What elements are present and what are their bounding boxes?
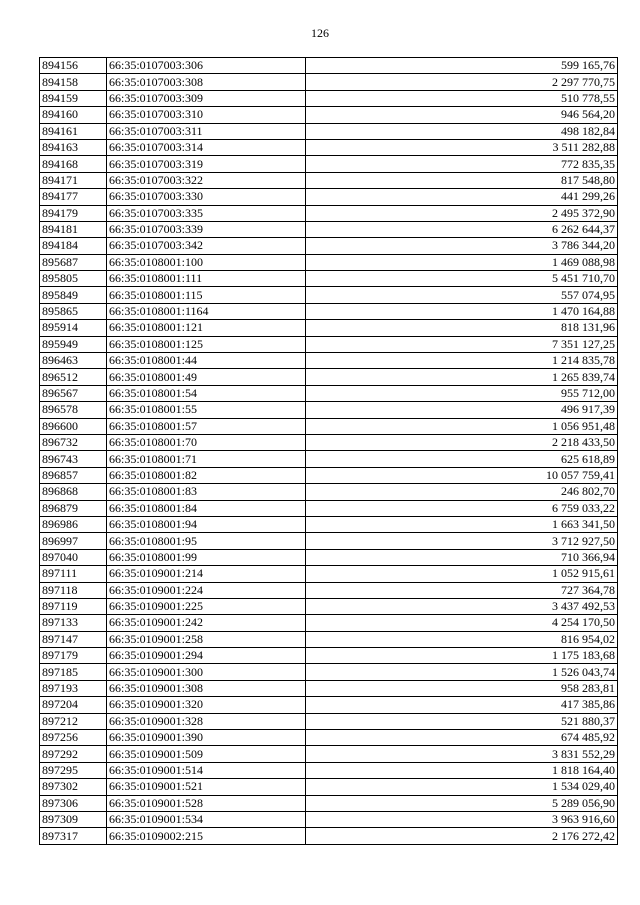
cadastral-number-cell: 66:35:0109001:509 xyxy=(107,746,306,762)
row-id-cell: 897309 xyxy=(40,811,107,827)
cadastral-number-cell: 66:35:0108001:115 xyxy=(107,287,306,303)
registry-table xyxy=(39,57,618,845)
cadastral-number-cell: 66:35:0107003:335 xyxy=(107,205,306,221)
table-row xyxy=(40,582,618,598)
table-row xyxy=(40,238,618,254)
row-id-cell: 894161 xyxy=(40,123,107,139)
cadastral-number-cell: 66:35:0107003:342 xyxy=(107,238,306,254)
row-id-cell: 897292 xyxy=(40,746,107,762)
value-cell: 3 712 927,50 xyxy=(306,533,618,549)
row-id-cell: 894159 xyxy=(40,90,107,106)
table-row xyxy=(40,123,618,139)
cadastral-number-cell: 66:35:0108001:95 xyxy=(107,533,306,549)
value-cell: 955 712,00 xyxy=(306,385,618,401)
cadastral-number-cell: 66:35:0109001:258 xyxy=(107,631,306,647)
table-row xyxy=(40,90,618,106)
table-row xyxy=(40,336,618,352)
cadastral-number-cell: 66:35:0109001:225 xyxy=(107,598,306,614)
row-id-cell: 894156 xyxy=(40,58,107,74)
cadastral-number-cell: 66:35:0107003:330 xyxy=(107,189,306,205)
row-id-cell: 897133 xyxy=(40,615,107,631)
table-row xyxy=(40,221,618,237)
cadastral-number-cell: 66:35:0109001:521 xyxy=(107,779,306,795)
row-id-cell: 897119 xyxy=(40,598,107,614)
row-id-cell: 895805 xyxy=(40,271,107,287)
value-cell: 818 131,96 xyxy=(306,320,618,336)
cadastral-number-cell: 66:35:0109002:215 xyxy=(107,828,306,844)
row-id-cell: 897179 xyxy=(40,648,107,664)
cadastral-number-cell: 66:35:0109001:390 xyxy=(107,730,306,746)
row-id-cell: 895849 xyxy=(40,287,107,303)
value-cell: 3 786 344,20 xyxy=(306,238,618,254)
value-cell: 6 759 033,22 xyxy=(306,500,618,516)
value-cell: 1 052 915,61 xyxy=(306,566,618,582)
cadastral-number-cell: 66:35:0109001:224 xyxy=(107,582,306,598)
table-row xyxy=(40,369,618,385)
row-id-cell: 897256 xyxy=(40,730,107,746)
cadastral-number-cell: 66:35:0109001:300 xyxy=(107,664,306,680)
value-cell: 2 218 433,50 xyxy=(306,434,618,450)
value-cell: 510 778,55 xyxy=(306,90,618,106)
row-id-cell: 895914 xyxy=(40,320,107,336)
cadastral-number-cell: 66:35:0107003:311 xyxy=(107,123,306,139)
value-cell: 772 835,35 xyxy=(306,156,618,172)
cadastral-number-cell: 66:35:0107003:314 xyxy=(107,139,306,155)
row-id-cell: 897147 xyxy=(40,631,107,647)
value-cell: 3 963 916,60 xyxy=(306,811,618,827)
cadastral-number-cell: 66:35:0109001:214 xyxy=(107,566,306,582)
row-id-cell: 894184 xyxy=(40,238,107,254)
table-row xyxy=(40,139,618,155)
cadastral-number-cell: 66:35:0108001:57 xyxy=(107,418,306,434)
table-row xyxy=(40,746,618,762)
table-row xyxy=(40,500,618,516)
cadastral-number-cell: 66:35:0109001:534 xyxy=(107,811,306,827)
row-id-cell: 896879 xyxy=(40,500,107,516)
table-row xyxy=(40,697,618,713)
cadastral-number-cell: 66:35:0108001:1164 xyxy=(107,303,306,319)
table-row xyxy=(40,648,618,664)
row-id-cell: 897040 xyxy=(40,549,107,565)
table-row xyxy=(40,549,618,565)
page-number: 126 xyxy=(311,26,329,40)
cadastral-number-cell: 66:35:0108001:54 xyxy=(107,385,306,401)
row-id-cell: 896997 xyxy=(40,533,107,549)
cadastral-number-cell: 66:35:0109001:514 xyxy=(107,762,306,778)
table-row xyxy=(40,74,618,90)
table-row xyxy=(40,271,618,287)
row-id-cell: 896743 xyxy=(40,451,107,467)
table-row xyxy=(40,451,618,467)
table-row xyxy=(40,107,618,123)
value-cell: 1 469 088,98 xyxy=(306,254,618,270)
value-cell: 441 299,26 xyxy=(306,189,618,205)
table-row xyxy=(40,287,618,303)
value-cell: 1 470 164,88 xyxy=(306,303,618,319)
value-cell: 521 880,37 xyxy=(306,713,618,729)
table-row xyxy=(40,353,618,369)
value-cell: 2 495 372,90 xyxy=(306,205,618,221)
cadastral-number-cell: 66:35:0109001:294 xyxy=(107,648,306,664)
cadastral-number-cell: 66:35:0107003:308 xyxy=(107,74,306,90)
row-id-cell: 897185 xyxy=(40,664,107,680)
row-id-cell: 894179 xyxy=(40,205,107,221)
value-cell: 3 511 282,88 xyxy=(306,139,618,155)
table-row xyxy=(40,598,618,614)
row-id-cell: 897306 xyxy=(40,795,107,811)
cadastral-number-cell: 66:35:0108001:71 xyxy=(107,451,306,467)
table-row xyxy=(40,385,618,401)
value-cell: 2 297 770,75 xyxy=(306,74,618,90)
value-cell: 946 564,20 xyxy=(306,107,618,123)
value-cell: 4 254 170,50 xyxy=(306,615,618,631)
row-id-cell: 896868 xyxy=(40,484,107,500)
row-id-cell: 894160 xyxy=(40,107,107,123)
value-cell: 496 917,39 xyxy=(306,402,618,418)
value-cell: 5 451 710,70 xyxy=(306,271,618,287)
table-row xyxy=(40,484,618,500)
table-row xyxy=(40,434,618,450)
value-cell: 7 351 127,25 xyxy=(306,336,618,352)
value-cell: 816 954,02 xyxy=(306,631,618,647)
cadastral-number-cell: 66:35:0107003:319 xyxy=(107,156,306,172)
cadastral-number-cell: 66:35:0108001:84 xyxy=(107,500,306,516)
table-row xyxy=(40,631,618,647)
cadastral-number-cell: 66:35:0108001:82 xyxy=(107,467,306,483)
row-id-cell: 896732 xyxy=(40,434,107,450)
cadastral-number-cell: 66:35:0108001:121 xyxy=(107,320,306,336)
table-row xyxy=(40,615,618,631)
table-row xyxy=(40,730,618,746)
value-cell: 1 214 835,78 xyxy=(306,353,618,369)
value-cell: 710 366,94 xyxy=(306,549,618,565)
value-cell: 1 663 341,50 xyxy=(306,516,618,532)
value-cell: 6 262 644,37 xyxy=(306,221,618,237)
row-id-cell: 897118 xyxy=(40,582,107,598)
table-row xyxy=(40,762,618,778)
value-cell: 958 283,81 xyxy=(306,680,618,696)
table-row xyxy=(40,418,618,434)
table-row xyxy=(40,516,618,532)
cadastral-number-cell: 66:35:0107003:310 xyxy=(107,107,306,123)
row-id-cell: 895865 xyxy=(40,303,107,319)
value-cell: 5 289 056,90 xyxy=(306,795,618,811)
row-id-cell: 896512 xyxy=(40,369,107,385)
cadastral-number-cell: 66:35:0108001:83 xyxy=(107,484,306,500)
table-row xyxy=(40,402,618,418)
cadastral-number-cell: 66:35:0108001:111 xyxy=(107,271,306,287)
row-id-cell: 896463 xyxy=(40,353,107,369)
table-row xyxy=(40,156,618,172)
row-id-cell: 896857 xyxy=(40,467,107,483)
cadastral-number-cell: 66:35:0107003:306 xyxy=(107,58,306,74)
value-cell: 599 165,76 xyxy=(306,58,618,74)
cadastral-number-cell: 66:35:0108001:99 xyxy=(107,549,306,565)
table-row xyxy=(40,713,618,729)
table-row xyxy=(40,779,618,795)
table-row xyxy=(40,566,618,582)
cadastral-number-cell: 66:35:0109001:308 xyxy=(107,680,306,696)
row-id-cell: 894171 xyxy=(40,172,107,188)
value-cell: 1 056 951,48 xyxy=(306,418,618,434)
row-id-cell: 895949 xyxy=(40,336,107,352)
registry-table-body xyxy=(40,58,618,845)
value-cell: 3 437 492,53 xyxy=(306,598,618,614)
row-id-cell: 894181 xyxy=(40,221,107,237)
cadastral-number-cell: 66:35:0109001:320 xyxy=(107,697,306,713)
cadastral-number-cell: 66:35:0107003:309 xyxy=(107,90,306,106)
row-id-cell: 896567 xyxy=(40,385,107,401)
cadastral-number-cell: 66:35:0108001:55 xyxy=(107,402,306,418)
value-cell: 3 831 552,29 xyxy=(306,746,618,762)
value-cell: 557 074,95 xyxy=(306,287,618,303)
row-id-cell: 896578 xyxy=(40,402,107,418)
row-id-cell: 897111 xyxy=(40,566,107,582)
value-cell: 246 802,70 xyxy=(306,484,618,500)
table-row xyxy=(40,58,618,74)
value-cell: 674 485,92 xyxy=(306,730,618,746)
value-cell: 625 618,89 xyxy=(306,451,618,467)
value-cell: 727 364,78 xyxy=(306,582,618,598)
table-row xyxy=(40,189,618,205)
row-id-cell: 897193 xyxy=(40,680,107,696)
row-id-cell: 896986 xyxy=(40,516,107,532)
row-id-cell: 894158 xyxy=(40,74,107,90)
row-id-cell: 894168 xyxy=(40,156,107,172)
row-id-cell: 897204 xyxy=(40,697,107,713)
cadastral-number-cell: 66:35:0109001:528 xyxy=(107,795,306,811)
value-cell: 10 057 759,41 xyxy=(306,467,618,483)
cadastral-number-cell: 66:35:0108001:94 xyxy=(107,516,306,532)
table-row xyxy=(40,205,618,221)
cadastral-number-cell: 66:35:0108001:44 xyxy=(107,353,306,369)
table-row xyxy=(40,828,618,844)
cadastral-number-cell: 66:35:0107003:322 xyxy=(107,172,306,188)
table-row xyxy=(40,172,618,188)
cadastral-number-cell: 66:35:0108001:49 xyxy=(107,369,306,385)
table-row xyxy=(40,254,618,270)
cadastral-number-cell: 66:35:0108001:70 xyxy=(107,434,306,450)
value-cell: 2 176 272,42 xyxy=(306,828,618,844)
row-id-cell: 894177 xyxy=(40,189,107,205)
table-row xyxy=(40,320,618,336)
value-cell: 1 265 839,74 xyxy=(306,369,618,385)
row-id-cell: 897302 xyxy=(40,779,107,795)
value-cell: 1 534 029,40 xyxy=(306,779,618,795)
value-cell: 417 385,86 xyxy=(306,697,618,713)
row-id-cell: 894163 xyxy=(40,139,107,155)
row-id-cell: 897295 xyxy=(40,762,107,778)
table-row xyxy=(40,467,618,483)
row-id-cell: 896600 xyxy=(40,418,107,434)
value-cell: 817 548,80 xyxy=(306,172,618,188)
value-cell: 1 818 164,40 xyxy=(306,762,618,778)
table-row xyxy=(40,680,618,696)
value-cell: 498 182,84 xyxy=(306,123,618,139)
table-row xyxy=(40,303,618,319)
cadastral-number-cell: 66:35:0108001:125 xyxy=(107,336,306,352)
cadastral-number-cell: 66:35:0109001:242 xyxy=(107,615,306,631)
table-row xyxy=(40,811,618,827)
cadastral-number-cell: 66:35:0107003:339 xyxy=(107,221,306,237)
table-row xyxy=(40,533,618,549)
table-row xyxy=(40,795,618,811)
row-id-cell: 895687 xyxy=(40,254,107,270)
table-row xyxy=(40,664,618,680)
cadastral-number-cell: 66:35:0108001:100 xyxy=(107,254,306,270)
row-id-cell: 897212 xyxy=(40,713,107,729)
row-id-cell: 897317 xyxy=(40,828,107,844)
value-cell: 1 526 043,74 xyxy=(306,664,618,680)
value-cell: 1 175 183,68 xyxy=(306,648,618,664)
cadastral-number-cell: 66:35:0109001:328 xyxy=(107,713,306,729)
